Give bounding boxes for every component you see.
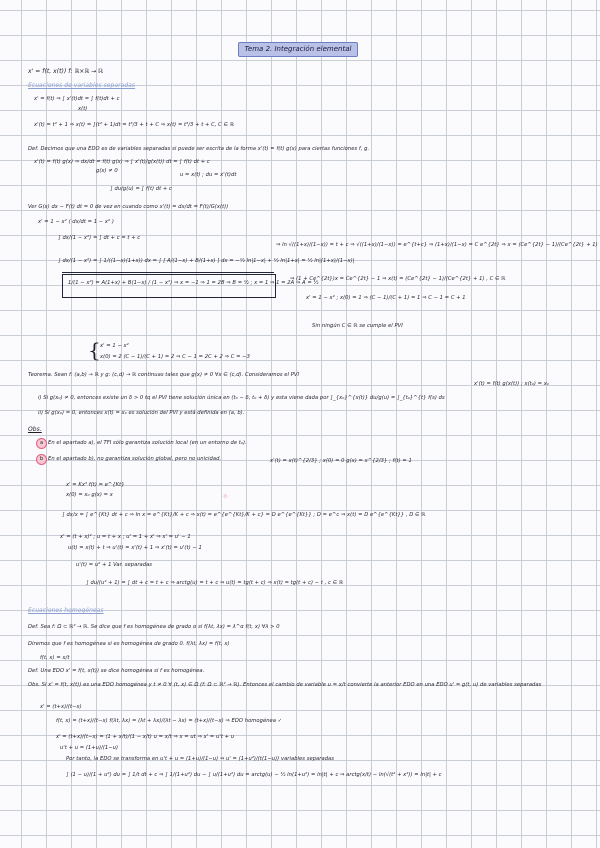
example-line: ∫ dx/x = ∫ e^{Kt} dt + c ⇒ ln x = e^{Kt}/K + c ⇒ x(t) = e^{e^{Kt}/K + c} = D e^{e^{Kt}} ; D = e^c ⇒ x(t) = D e^{e^{Kt}} , D ∈ ℝ [62, 512, 426, 518]
example-line: x'(t) = t² + 1 ⇒ x(t) = ∫(t² + 1)dt = t³/3 + t + C ⇒ x(t) = t³/3 + t + C, C ∈ ℝ [34, 122, 234, 128]
definition-line: Diremos que f es homogénea si es homogénea de grado 0. f(λt, λx) = f(t, x) [28, 641, 230, 647]
divider [62, 272, 274, 273]
note-line: Sin ningún C ∈ ℝ se cumple el PVI [312, 323, 403, 329]
theorem-line: x'(t) = f(t) g(x(t)) ; x(t₀) = x₀ [474, 381, 549, 387]
example-line: x' = (t+x)/(t−x) = (1 + x/t)/(1 − x/t) u = x/t ⇒ x = ut ⇒ x' = u't + u [56, 734, 235, 740]
page-title: Tema 2. Integración elemental [238, 42, 358, 57]
example-line: u't + u = (1+u)/(1−u) [60, 745, 119, 751]
example-line: Por tanto, la EDO se transforma en u't + u = (1+u)/(1−u) ⇒ u' = (1+u²)/(t(1−u)) variables separadas [66, 756, 335, 762]
note-line: g(x) ≠ 0 [96, 168, 118, 174]
obs-line: Obs. Si x' = f(t, x(t)) es una EDO homogénea y t ≠ 0 ∀ (t, x) ∈ Ω (f: Ω ⊂ ℝ² → ℝ). Entonces el cambio de variable u = x/t convierte la anterior EDO en una EDO u' = g(t, u) de variables separadas [28, 682, 542, 688]
definition-line: Def. Sea f: Ω ⊂ ℝ² → ℝ. Se dice que f es homogénea de grado α si f(λt, λx) = λ^α f(t, x) ∀λ > 0 [28, 624, 280, 630]
obs-line: En el apartado a), el TFI sólo garantiza solución local (en un entorno de t₀). [48, 440, 247, 446]
note-line: Ver G(x) dx − F(t) dt = 0 de vez en cuando como x'(t) = dx/dt = F(t)/G(x(t)) [28, 204, 229, 210]
definition-line: Def. Una EDO x' = f(t, x(t)) se dice homogénea si f es homogénea. [28, 668, 205, 674]
example-line: x' = (t + x)² ; u = t + x ; u' = 1 + x' ⇒ x' = u' − 1 [60, 534, 191, 540]
ode-general-form: x' = f(t, x(t)) f: ℝ×ℝ → ℝ [28, 68, 103, 75]
example-line: x' = Kx² f(t) = e^{Kt} [66, 482, 125, 488]
example-line: ∫ du/(u² + 1) = ∫ dt + c = t + c ⇒ arctg(u) = t + c ⇒ u(t) = tg(t + c) ⇒ x(t) = tg(t + c) − t , c ∈ ℝ [86, 580, 344, 586]
obs-line: x'(t) = x(t)^{2/3} ; x(0) = 0 g(x) = x^{2/3} ; f(t) = 1 [270, 458, 412, 464]
note-line: 1/(1 − x²) = A(1+x) + B(1−x) / (1 − x²) ⇒ x = −1 ⇒ 1 = 2B ⇒ B = ½ ; x = 1 ⇒ 1 = 2A ⇒ A = ½ [68, 280, 319, 286]
note-line: x'(t) = f(t) g(x) ⇒ dx/dt = f(t) g(x) ⇒ ∫ x'(t)/g(x(t)) dt = ∫ f(t) dt + c [34, 159, 210, 165]
definition-line: Def. Decimos que una EDO es de variables separadas si puede ser escrita de la forma x'(t) = f(t) g(x) para ciertas funciones f, g. [28, 146, 370, 152]
obs-line: En el apartado b), no garantiza solución global, pero no unicidad. [48, 456, 222, 462]
obs-label: Obs. [28, 426, 42, 433]
note-line: x(0) = 2 (C − 1)/(C + 1) = 2 ⇒ C − 1 = 2C + 2 ⇒ C = −3 [100, 354, 250, 360]
example-line: u'(t) = u² + 1 Var. separadas [76, 562, 153, 568]
example-line: x' = 1 − x² ( dx/dt = 1 − x² ) [38, 219, 114, 225]
note-line: x' = 1 − x² ; x(0) = 1 ⇒ (C − 1)/(C + 1) = 1 ⇒ C − 1 = C + 1 [306, 295, 466, 301]
example-line: x' = (t+x)/(t−x) [40, 704, 82, 710]
example-line: u(t) = x(t) + t ⇒ u'(t) = x'(t) + 1 ⇒ x'(t) = u'(t) − 1 [68, 545, 202, 551]
example-line: ∫ (1 − u)/(1 + u²) du = ∫ 1/t dt + c ⇒ ∫ 1/(1+u²) du − ∫ u/(1+u²) du = arctg(u) − ½ ln(1+u²) = ln|t| + c ⇒ arctg(x/t) − ln(√(t² + x²)) = ln|t| + c [66, 772, 442, 778]
note-line: ∫ dx/(1 − x²) = ∫ 1/((1−x)(1+x)) dx = ∫ [ A/(1−x) + B/(1+x) ] dx = −½ ln|1−x| + ½ ln|1+x| = ½ ln|(1+x)/(1−x)| [58, 258, 355, 264]
note-line: u = x(t) ; du = x'(t)dt [180, 172, 237, 178]
section-heading-homogeneous: Ecuaciones homogéneas [28, 607, 104, 614]
theorem-line: Teorema. Sean f: (a,b) → ℝ y g: (c,d) → ℝ continuas tales que g(x) ≠ 0 ∀x ∈ (c,d). Consideramos el PVI [28, 372, 300, 378]
star-icon: ✧ [222, 492, 229, 501]
note-line: ⇒ (1 + Ce^{2t})x = Ce^{2t} − 1 ⇒ x(t) = (Ce^{2t} − 1)/(Ce^{2t} + 1) , C ∈ ℝ [290, 276, 506, 282]
example-line: x(0) = x₀ g(x) = x [66, 492, 113, 498]
note-line: ∫ dx/(1 − x²) = ∫ dt + c = t + c [58, 235, 141, 241]
brace: { [88, 338, 101, 362]
section-heading-separable: Ecuaciones de variables separadas [28, 82, 136, 89]
note-line: ∫ du/g(u) = ∫ f(t) dt + c [110, 186, 172, 192]
theorem-line: i) Si g(x₀) ≠ 0, entonces existe un δ > 0 tq el PVI tiene solución única en (t₀ − δ, t₀ + δ) y esta viene dada por ∫_{x₀}^{x(t)} du/g(u) = ∫_{t₀}^{t} f(s) ds [38, 395, 445, 401]
example-line: f(t, x) = x/t [40, 655, 70, 661]
partial-fractions-box [62, 274, 276, 298]
theorem-line: ii) Si g(x₀) = 0, entonces x(t) = x₀ es solución del PVI y está definida en (a, b). [38, 410, 245, 416]
note-line: x' = f(t) ⇒ ∫ x'(t)dt = ∫ f(t)dt + c [34, 96, 120, 102]
item-a-marker: a [36, 438, 47, 449]
item-b-marker: b [36, 454, 47, 465]
note-line: x(t) [78, 106, 88, 112]
note-line: ⇒ ln √((1+x)/(1−x)) = t + c ⇒ √((1+x)/(1−x)) = e^{t+c} ⇒ (1+x)/(1−x) = C e^{2t} ⇒ x = (Ce^{2t} − 1)/(Ce^{2t} + 1) [276, 242, 598, 248]
note-line: x' = 1 − x² [100, 343, 129, 349]
example-line: f(t, x) = (t+x)/(t−x) f(λt, λx) = (λt + λx)/(λt − λx) = (t+x)/(t−x) ⇒ EDO homogénea ✓ [56, 718, 283, 724]
